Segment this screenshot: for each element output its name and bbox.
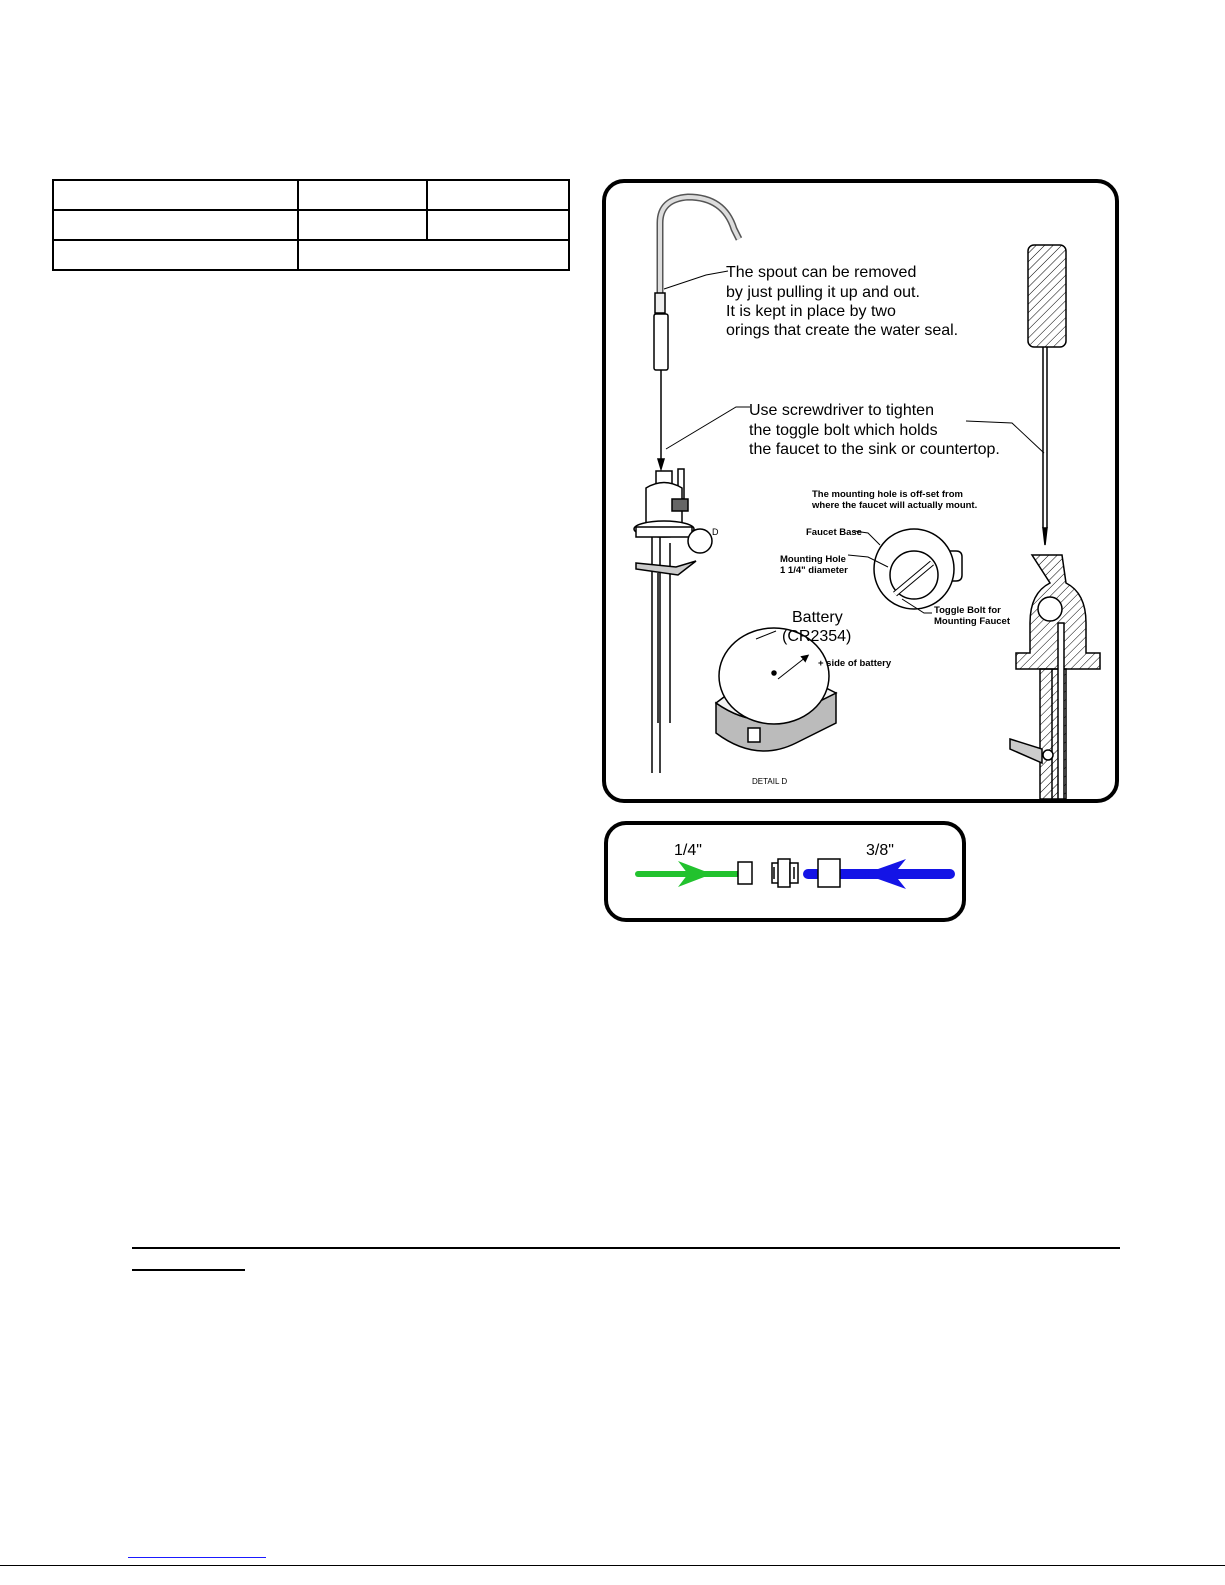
mounting-hole-label: Mounting Hole — [780, 554, 846, 565]
table-cell — [53, 180, 298, 210]
faucet-base-label: Faucet Base — [806, 527, 862, 538]
quarter-inch-label: 1/4" — [674, 842, 702, 859]
mounting-note-line-2: where the faucet will actually mount. — [812, 500, 978, 511]
detail-label: DETAIL D — [752, 777, 788, 786]
three-eighths-inch-label: 3/8" — [866, 842, 894, 859]
spec-table — [52, 179, 570, 271]
spout-note-line-3: It is kept in place by two — [726, 303, 896, 320]
mounting-hole-diameter-label: 1 1/4" diameter — [780, 565, 848, 576]
table-cell — [298, 210, 427, 240]
faucet-body-drawing — [634, 469, 719, 773]
battery-model-label: (CR2354) — [782, 628, 852, 645]
mounting-hole-drawing — [874, 529, 962, 609]
spout-note-line-4: orings that create the water seal. — [726, 322, 959, 339]
faucet-diagram-panel — [602, 179, 1119, 803]
detail-marker: D — [712, 527, 719, 537]
spout-note-line-1: The spout can be removed — [726, 264, 917, 281]
table-cell — [298, 240, 569, 270]
table-cell — [427, 180, 569, 210]
screwdriver-drawing — [1028, 245, 1066, 545]
mounting-note-line-1: The mounting hole is off-set from — [812, 489, 963, 500]
screwdriver-note-line-1: Use screwdriver to tighten — [749, 402, 934, 419]
battery-label: Battery — [792, 609, 843, 626]
faucet-diagram — [606, 183, 1115, 799]
toggle-bolt-label-line-2: Mounting Faucet — [934, 616, 1010, 627]
battery-side-label: + side of battery — [818, 658, 892, 669]
fittings — [738, 859, 840, 887]
table-cell — [298, 180, 427, 210]
table-cell — [427, 210, 569, 240]
table-cell — [53, 240, 298, 270]
table-row — [53, 210, 569, 240]
section-divider — [132, 1247, 1120, 1249]
table-row — [53, 240, 569, 270]
toggle-bolt-label-line-1: Toggle Bolt for — [934, 605, 1001, 616]
heading-underline — [132, 1269, 245, 1271]
screwdriver-note-line-3: the faucet to the sink or countertop. — [749, 441, 1000, 458]
quarter-inch-tube — [638, 861, 748, 887]
table-cell — [53, 210, 298, 240]
fitting-diagram-panel — [604, 821, 966, 922]
fitting-diagram — [608, 825, 962, 918]
spout-note-line-2: by just pulling it up and out. — [726, 284, 920, 301]
union-connector — [778, 859, 790, 887]
footer-rule — [0, 1565, 1225, 1566]
faucet-cutaway-drawing — [1010, 555, 1100, 799]
small-nut — [738, 862, 752, 884]
table-row — [53, 180, 569, 210]
large-nut — [818, 859, 840, 887]
screwdriver-note-line-2: the toggle bolt which holds — [749, 422, 938, 439]
battery-drawing — [716, 628, 836, 751]
link-underline — [128, 1557, 266, 1558]
